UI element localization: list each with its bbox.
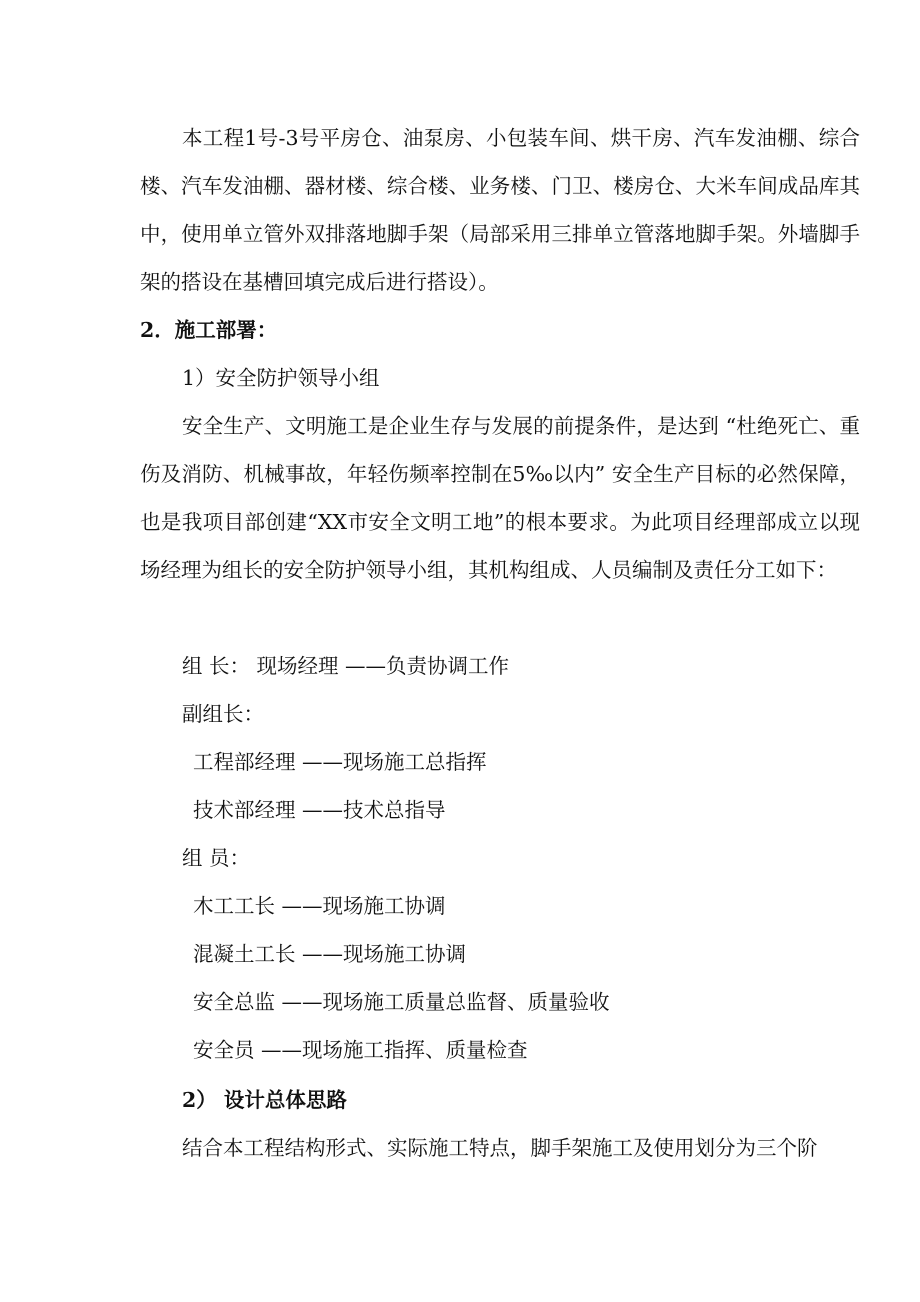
safety-paragraph: 安全生产、文明施工是企业生存与发展的前提条件，是达到 “杜绝死亡、重伤及消防、机械事故，年轻伤频率控制在5‰以内” 安全生产目标的必然保障，也是我项目部创建“XX市安全文明工地”的根本要求。为此项目经理部成立以现场经理为组长的安全防护领导小组，其机构组成、人员编制及责任分工如下： [140,414,860,582]
intro-paragraph: 本工程1号-3号平房仓、油泵房、小包装车间、烘干房、汽车发油棚、综合楼、汽车发油棚、器材楼、综合楼、业务楼、门卫、楼房仓、大米车间成品库其中，使用单立管外双排落地脚手架（局部采用三排单立管落地脚手架。外墙脚手架的搭设在基槽回填完成后进行搭设）。 [140,126,860,294]
deputy-leader-label: 副组长： [182,702,264,726]
deputy-leader-2: 技术部经理 ——技术总指导 [193,798,446,822]
subsection-2-heading: 2） 设计总体思路 [182,1088,347,1112]
team-leader-line: 组 长： 现场经理 ——负责协调工作 [182,654,510,678]
member-2: 混凝土工长 ——现场施工协调 [193,942,467,966]
member-3: 安全总监 ——现场施工质量总监督、质量验收 [193,990,610,1014]
member-4: 安全员 ——现场施工指挥、质量检查 [193,1038,528,1062]
subsection-1-heading: 1）安全防护领导小组 [182,366,380,390]
section-2-heading: 2．施工部署： [140,318,278,342]
members-label: 组 员： [182,846,251,870]
member-1: 木工工长 ——现场施工协调 [193,894,446,918]
deputy-leader-1: 工程部经理 ——现场施工总指挥 [193,750,487,774]
design-paragraph: 结合本工程结构形式、实际施工特点，脚手架施工及使用划分为三个阶 [182,1136,818,1160]
